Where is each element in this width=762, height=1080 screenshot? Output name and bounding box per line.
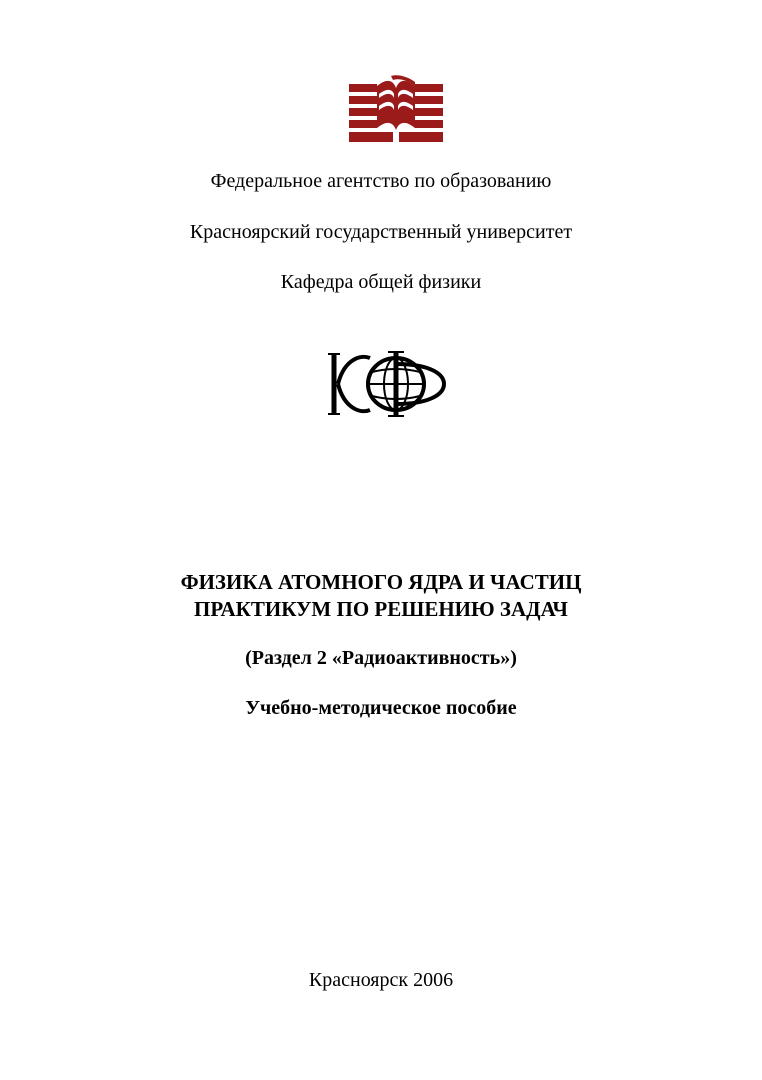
open-book-logo-icon xyxy=(347,74,445,144)
book-title-line-1: ФИЗИКА АТОМНОГО ЯДРА И ЧАСТИЦ xyxy=(180,570,582,594)
city-year: Красноярск 2006 xyxy=(308,969,454,991)
section-subtitle: (Раздел 2 «Радиоактивность») xyxy=(245,647,517,669)
kof-globe-logo-icon xyxy=(326,350,448,420)
university-name: Красноярский государственный университет xyxy=(189,221,573,243)
department-name: Кафедра общей физики xyxy=(280,271,482,293)
document-type: Учебно-методическое пособие xyxy=(245,697,517,719)
agency-name: Федеральное агентство по образованию xyxy=(210,170,552,192)
book-title-line-2: ПРАКТИКУМ ПО РЕШЕНИЮ ЗАДАЧ xyxy=(194,597,568,621)
